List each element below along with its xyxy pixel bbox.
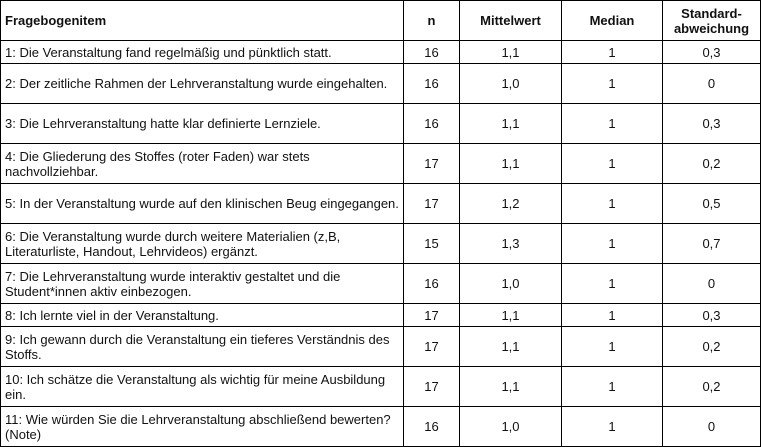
median-cell: 1 [562, 184, 663, 224]
header-item: Fragebogenitem [1, 1, 404, 41]
sd-cell: 0 [663, 264, 761, 304]
item-cell: 3: Die Lehrveranstaltung hatte klar definierte Lernziele. [1, 104, 404, 144]
sd-cell: 0,7 [663, 224, 761, 264]
sd-cell: 0 [663, 407, 761, 447]
table-row [1, 327, 761, 367]
header-sd-line1: Standard- [681, 5, 742, 21]
median-cell: 1 [562, 304, 663, 327]
table-row [1, 144, 761, 184]
header-median: Median [562, 1, 663, 41]
mean-cell: 1,2 [460, 184, 562, 224]
table-row [1, 304, 761, 327]
median-cell: 1 [562, 224, 663, 264]
item-cell: 9: Ich gewann durch die Veranstaltung ein tieferes Verständnis des Stoffs. [1, 327, 404, 367]
table-row [1, 224, 761, 264]
median-cell: 1 [562, 264, 663, 304]
sd-cell: 0,2 [663, 144, 761, 184]
median-cell: 1 [562, 367, 663, 407]
median-cell: 1 [562, 327, 663, 367]
mean-cell: 1,1 [460, 327, 562, 367]
table-row [1, 104, 761, 144]
n-cell: 17 [404, 367, 460, 407]
mean-cell: 1,0 [460, 407, 562, 447]
n-cell: 16 [404, 41, 460, 64]
median-cell: 1 [562, 407, 663, 447]
mean-cell: 1,3 [460, 224, 562, 264]
n-cell: 16 [404, 407, 460, 447]
median-cell: 1 [562, 104, 663, 144]
mean-cell: 1,1 [460, 104, 562, 144]
sd-cell: 0,3 [663, 304, 761, 327]
table-row [1, 41, 761, 64]
sd-cell: 0,5 [663, 184, 761, 224]
median-cell: 1 [562, 144, 663, 184]
item-cell: 5: In der Veranstaltung wurde auf den klinischen Beug eingegangen. [1, 184, 404, 224]
item-cell: 1: Die Veranstaltung fand regelmäßig und pünktlich statt. [1, 41, 404, 64]
header-row [1, 1, 761, 41]
mean-cell: 1,1 [460, 144, 562, 184]
n-cell: 17 [404, 304, 460, 327]
n-cell: 16 [404, 264, 460, 304]
table-row [1, 407, 761, 447]
sd-cell: 0,2 [663, 327, 761, 367]
header-n: n [404, 1, 460, 41]
mean-cell: 1,0 [460, 264, 562, 304]
table-row [1, 367, 761, 407]
mean-cell: 1,1 [460, 304, 562, 327]
table-row [1, 64, 761, 104]
n-cell: 16 [404, 64, 460, 104]
mean-cell: 1,1 [460, 367, 562, 407]
mean-cell: 1,1 [460, 41, 562, 64]
table-row [1, 264, 761, 304]
header-sd [663, 1, 761, 41]
n-cell: 17 [404, 144, 460, 184]
item-cell: 4: Die Gliederung des Stoffes (roter Faden) war stets nachvollziehbar. [1, 144, 404, 184]
median-cell: 1 [562, 41, 663, 64]
sd-cell: 0,3 [663, 104, 761, 144]
n-cell: 15 [404, 224, 460, 264]
table-row [1, 184, 761, 224]
item-cell: 7: Die Lehrveranstaltung wurde interaktiv gestaltet und die Student*innen aktiv einbezogen. [1, 264, 404, 304]
item-cell: 11: Wie würden Sie die Lehrveranstaltung abschließend bewerten? (Note) [1, 407, 404, 447]
sd-cell: 0,2 [663, 367, 761, 407]
item-cell: 10: Ich schätze die Veranstaltung als wichtig für meine Ausbildung ein. [1, 367, 404, 407]
item-cell: 6: Die Veranstaltung wurde durch weitere Materialien (z,B, Literaturliste, Handout, Lehrvideos) ergänzt. [1, 224, 404, 264]
item-cell: 2: Der zeitliche Rahmen der Lehrveranstaltung wurde eingehalten. [1, 64, 404, 104]
mean-cell: 1,0 [460, 64, 562, 104]
header-sd-line2: abweichung [673, 20, 750, 36]
sd-cell: 0,3 [663, 41, 761, 64]
sd-cell: 0 [663, 64, 761, 104]
n-cell: 16 [404, 104, 460, 144]
item-cell: 8: Ich lernte viel in der Veranstaltung. [1, 304, 404, 327]
n-cell: 17 [404, 184, 460, 224]
header-mean: Mittelwert [460, 1, 562, 41]
n-cell: 17 [404, 327, 460, 367]
median-cell: 1 [562, 64, 663, 104]
